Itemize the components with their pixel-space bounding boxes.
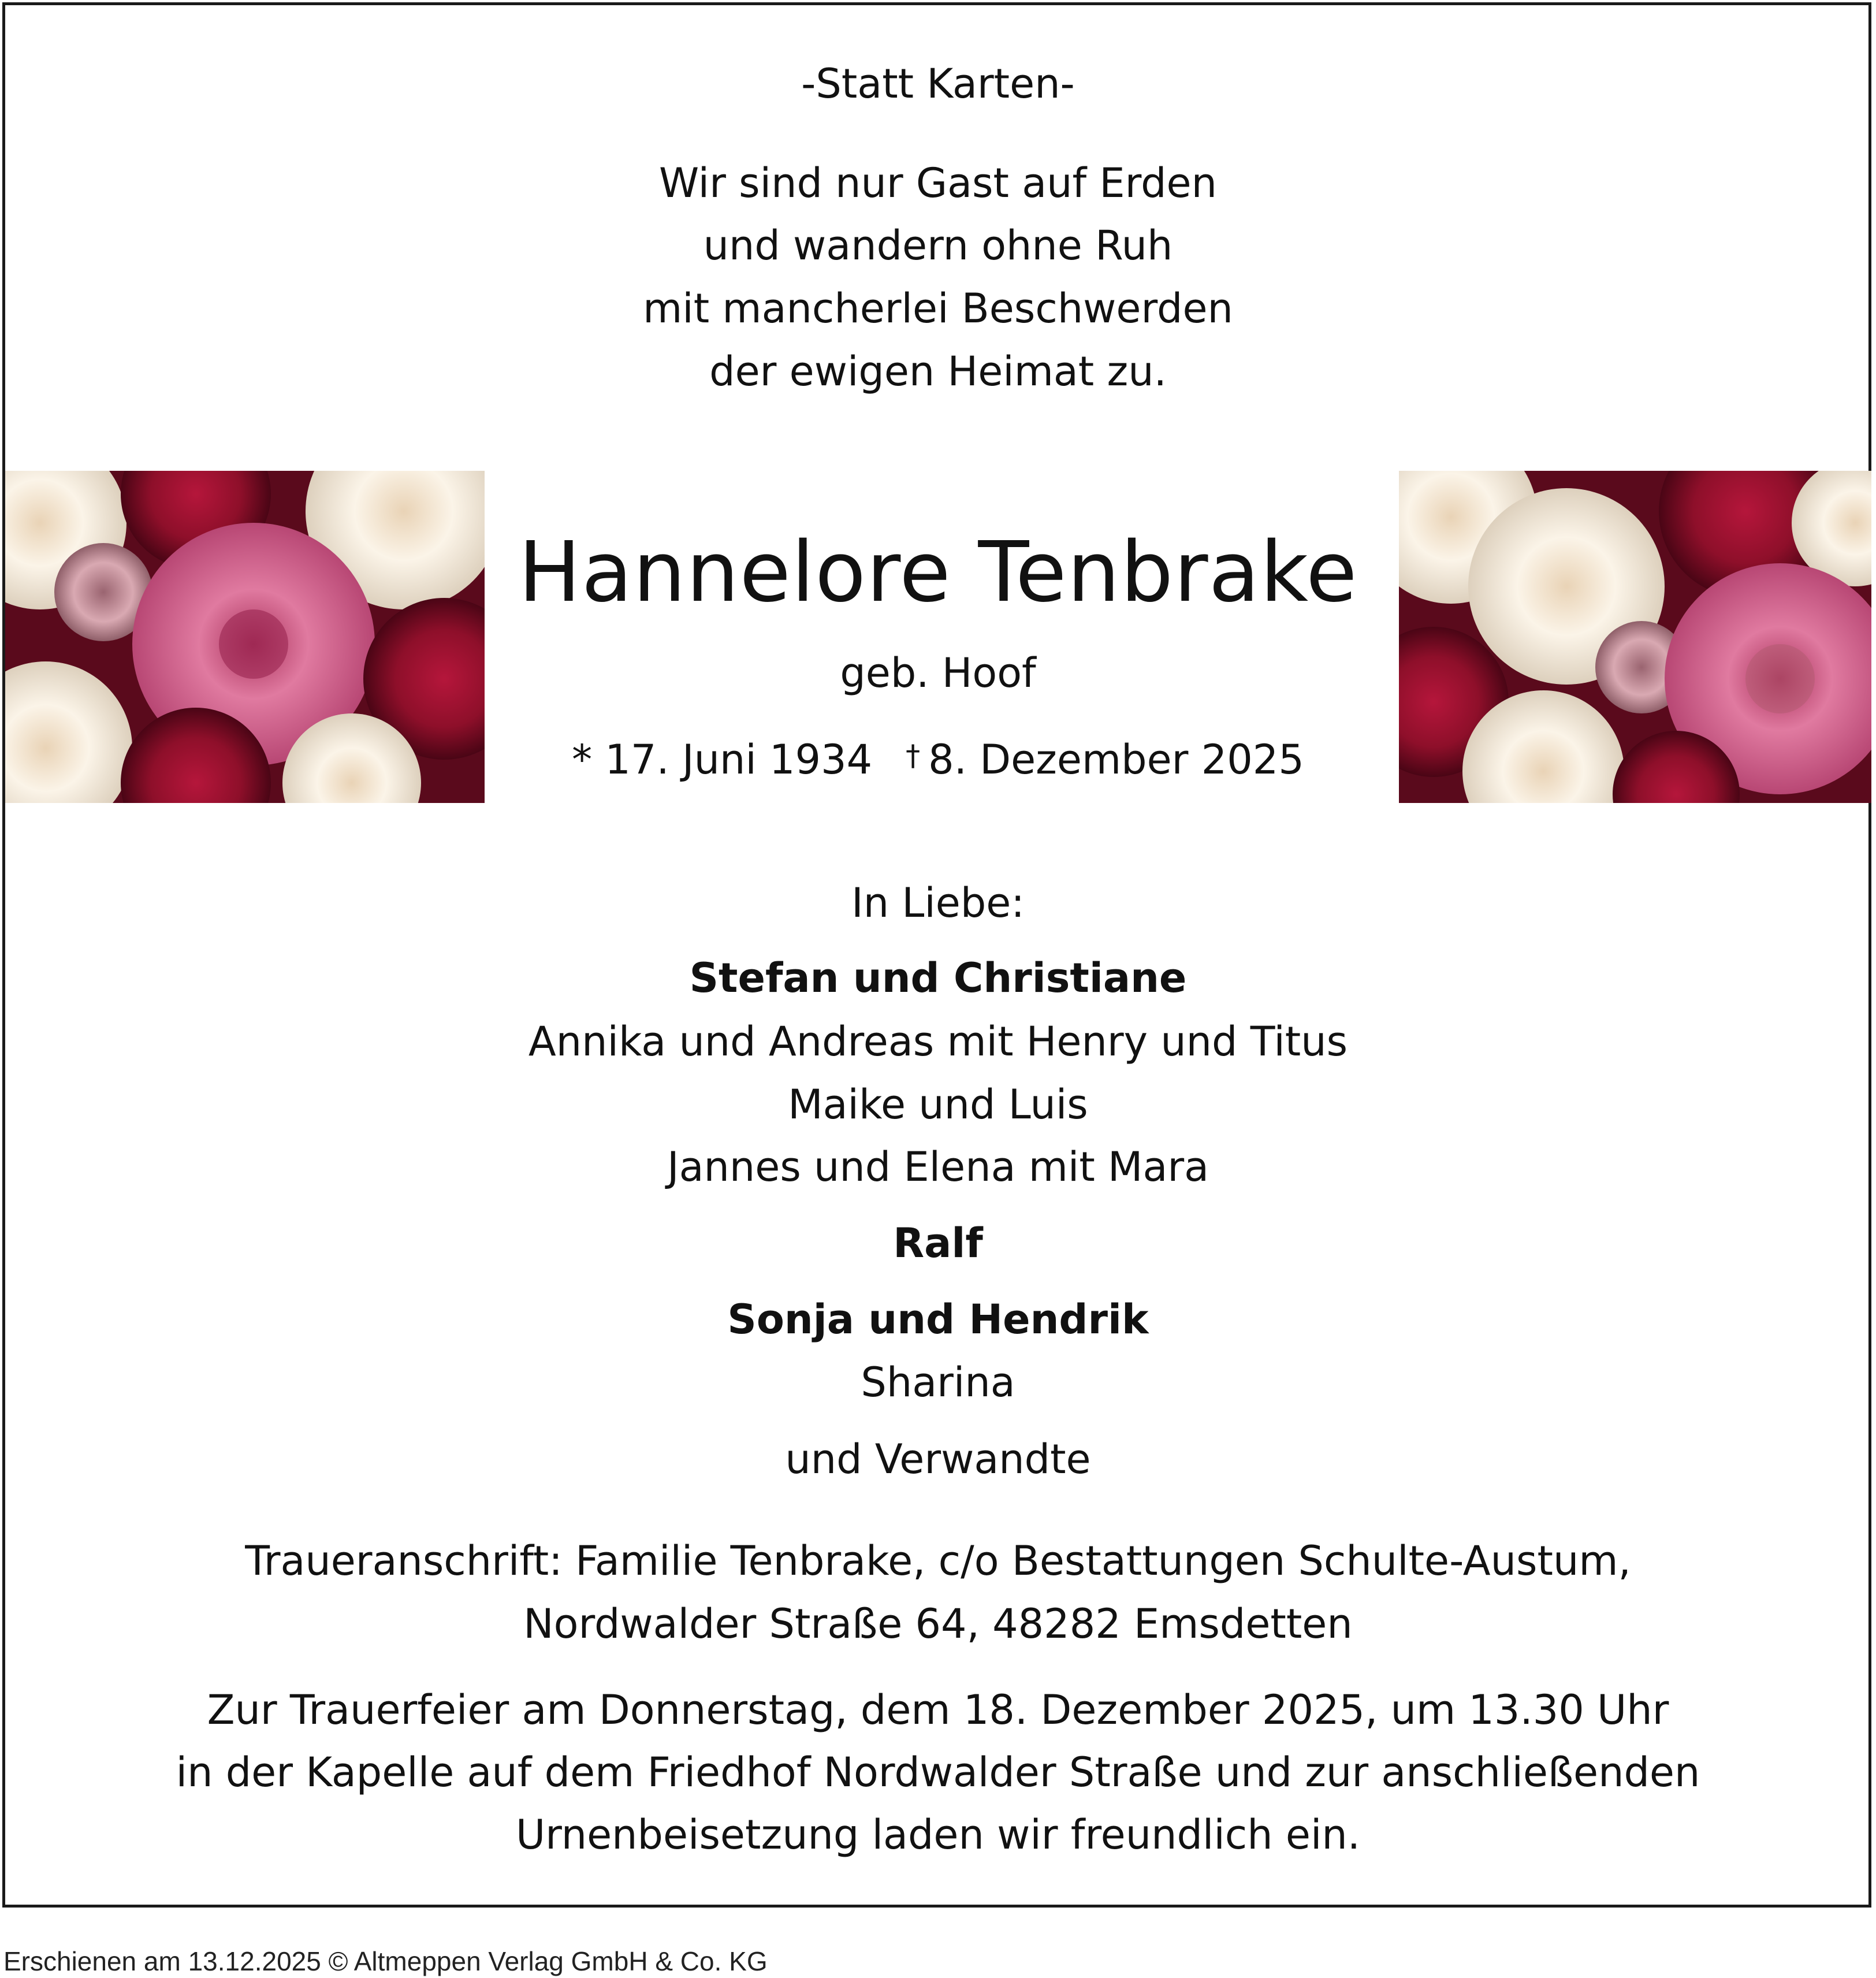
mourner-group-1-member: Maike und Luis	[788, 1081, 1088, 1128]
birth-name: geb. Hoof	[840, 649, 1036, 697]
ceremony-line-2: in der Kapelle auf dem Friedhof Nordwalder Straße und zur anschließenden	[176, 1749, 1700, 1796]
mourner-group-3-head: Sonja und Hendrik	[727, 1296, 1149, 1343]
poem-line-1: Wir sind nur Gast auf Erden	[659, 159, 1217, 207]
mourner-group-1-member: Annika und Andreas mit Henry und Titus	[528, 1018, 1348, 1065]
birth-date: * 17. Juni 1934	[572, 736, 873, 783]
mourner-group-3-member: Sharina	[861, 1359, 1015, 1406]
poem-line-2: und wandern ohne Ruh	[703, 222, 1173, 269]
poem-line-3: mit mancherlei Beschwerden	[643, 285, 1233, 332]
mourner-group-1-member: Jannes und Elena mit Mara	[667, 1143, 1209, 1191]
poem-line-4: der ewigen Heimat zu.	[709, 348, 1167, 395]
cross-icon: †	[906, 739, 921, 772]
life-dates	[0, 736, 1876, 783]
statt-karten: -Statt Karten-	[801, 60, 1075, 107]
publication-footer: Erschienen am 13.12.2025 © Altmeppen Verlag GmbH & Co. KG	[3, 1946, 768, 1976]
death-date: 8. Dezember 2025	[928, 736, 1304, 783]
mourners-intro: In Liebe:	[851, 879, 1025, 927]
relatives: und Verwandte	[785, 1436, 1091, 1483]
deceased-name: Hannelore Tenbrake	[518, 523, 1358, 620]
mourner-group-2-head: Ralf	[893, 1219, 983, 1267]
address-line-2: Nordwalder Straße 64, 48282 Emsdetten	[523, 1600, 1353, 1648]
address-line-1: Traueranschrift: Familie Tenbrake, c/o Bestattungen Schulte-Austum,	[245, 1537, 1631, 1585]
ceremony-line-1: Zur Trauerfeier am Donnerstag, dem 18. Dezember 2025, um 13.30 Uhr	[207, 1686, 1669, 1734]
ceremony-line-3: Urnenbeisetzung laden wir freundlich ein.	[515, 1811, 1361, 1858]
mourner-group-1-head: Stefan und Christiane	[689, 954, 1187, 1002]
